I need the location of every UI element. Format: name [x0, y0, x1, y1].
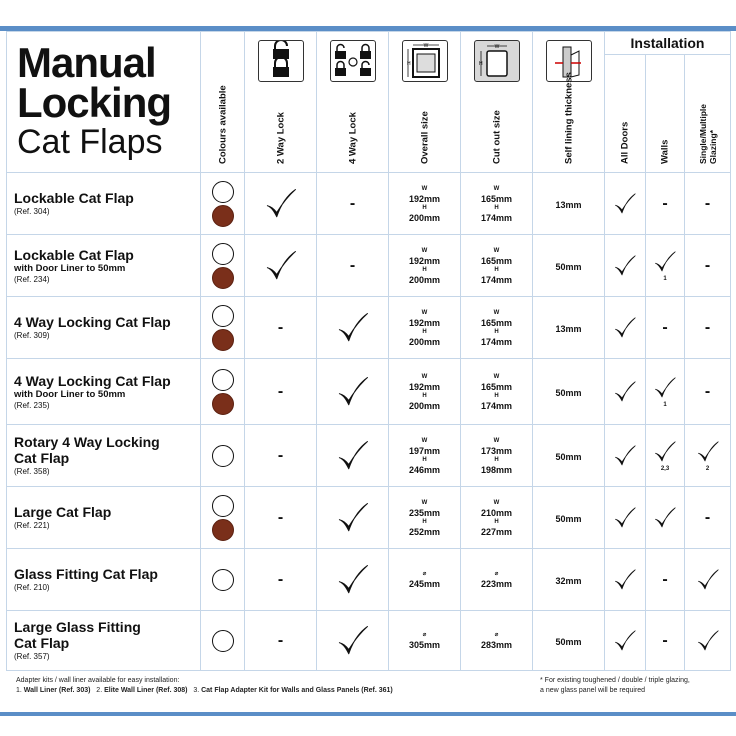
width-value: 197mm — [408, 445, 441, 456]
dash-mark: - — [662, 570, 668, 588]
check-mark-icon — [685, 439, 730, 465]
dash-mark: - — [704, 318, 711, 336]
colour-swatches — [201, 235, 245, 297]
width-value: 192mm — [408, 381, 441, 392]
width-value: 235mm — [408, 507, 441, 518]
table-row — [7, 359, 731, 425]
table-row — [7, 487, 731, 549]
check-mark-icon — [245, 248, 316, 284]
product-name: Large Cat Flap — [14, 504, 112, 520]
check-mark-icon — [605, 443, 645, 469]
cut-out-size-icon — [474, 40, 520, 82]
dash-mark: - — [662, 318, 668, 336]
diameter-label: ⌀ — [422, 571, 427, 577]
self-lining-cell — [533, 359, 605, 425]
overall-size-cell — [389, 549, 461, 611]
width-value: 173mm — [480, 445, 513, 456]
overall-size-cell — [389, 235, 461, 297]
two-way-lock-cell — [245, 359, 317, 425]
all-doors-cell — [605, 549, 646, 611]
product-ref: (Ref. 221) — [14, 521, 50, 530]
height-label: H — [494, 392, 499, 399]
colour-swatch-white — [212, 445, 234, 467]
check-mark-icon — [605, 628, 645, 654]
height-label: H — [494, 204, 499, 211]
height-value: 174mm — [480, 400, 513, 411]
dash-mark: - — [662, 631, 668, 649]
height-label: H — [422, 456, 427, 463]
colour-swatch-brown — [212, 393, 234, 415]
product-name: Lockable Cat Flap — [14, 246, 134, 263]
table-row — [7, 549, 731, 611]
installation-note: 2 — [705, 465, 710, 472]
height-label: H — [422, 204, 427, 211]
colour-swatch-white — [212, 181, 234, 203]
cut-out-size-cell — [461, 611, 533, 671]
check-mark-icon — [317, 438, 388, 474]
all-doors-cell — [605, 235, 646, 297]
diameter-value: 283mm — [480, 640, 513, 650]
colour-swatch-brown — [212, 205, 234, 227]
colour-swatch-white — [212, 305, 234, 327]
check-mark-icon — [317, 623, 388, 659]
colour-swatch-brown — [212, 267, 234, 289]
colour-swatch-white — [212, 569, 234, 591]
height-value: 200mm — [408, 212, 441, 223]
self-lining-cell — [533, 297, 605, 359]
header-overall-size: W H Overall size — [389, 32, 461, 173]
four-way-lock-cell — [317, 173, 389, 235]
product-ref: (Ref. 309) — [14, 331, 50, 340]
height-value: 252mm — [408, 526, 441, 537]
two-way-lock-cell — [245, 549, 317, 611]
product-rows — [7, 173, 731, 671]
all-doors-cell — [605, 173, 646, 235]
height-label: H — [422, 518, 427, 525]
glazing-cell — [685, 611, 731, 671]
title-line-3: Cat Flaps — [17, 123, 163, 161]
width-value: 165mm — [480, 193, 513, 204]
height-label: H — [422, 266, 427, 273]
height-value: 200mm — [408, 400, 441, 411]
height-label: H — [494, 266, 499, 273]
four-way-lock-icon — [330, 40, 376, 82]
dash-mark: - — [277, 318, 284, 336]
glazing-cell — [685, 487, 731, 549]
four-way-lock-cell — [317, 235, 389, 297]
overall-size-cell — [389, 297, 461, 359]
product-name: Rotary 4 Way Locking — [14, 434, 160, 450]
width-value: 165mm — [480, 255, 513, 266]
height-label: H — [422, 392, 427, 399]
width-label: W — [421, 437, 428, 444]
check-mark-icon — [317, 374, 388, 410]
header-cut-out-size: W H Cut out size — [461, 32, 533, 173]
four-way-lock-cell — [317, 359, 389, 425]
colour-swatches — [201, 611, 245, 671]
check-mark-icon — [317, 310, 388, 346]
dash-mark: - — [662, 194, 668, 212]
colour-swatches — [201, 425, 245, 487]
diameter-value: 223mm — [480, 579, 513, 589]
check-mark-icon — [646, 375, 684, 401]
diameter-value: 245mm — [408, 579, 441, 589]
dash-mark: - — [704, 382, 711, 400]
table-row — [7, 173, 731, 235]
four-way-lock-cell — [317, 487, 389, 549]
width-label: W — [493, 499, 500, 506]
two-way-lock-cell — [245, 297, 317, 359]
overall-size-cell — [389, 359, 461, 425]
comparison-table — [6, 31, 731, 671]
title-line-2: Locking — [17, 79, 172, 126]
colour-swatches — [201, 297, 245, 359]
height-value: 174mm — [480, 212, 513, 223]
colour-swatch-white — [212, 369, 234, 391]
cut-out-size-cell — [461, 173, 533, 235]
overall-size-cell — [389, 611, 461, 671]
dash-mark: - — [277, 382, 284, 400]
width-value: 192mm — [408, 193, 441, 204]
check-mark-icon — [646, 505, 684, 531]
header-installation: Installation — [605, 32, 731, 55]
glazing-cell — [685, 359, 731, 425]
header-walls: Walls — [646, 55, 685, 173]
all-doors-cell — [605, 359, 646, 425]
cut-out-size-cell — [461, 235, 533, 297]
colour-swatches — [201, 487, 245, 549]
four-way-lock-cell — [317, 549, 389, 611]
overall-size-cell — [389, 487, 461, 549]
table-row — [7, 611, 731, 671]
two-way-lock-cell — [245, 235, 317, 297]
self-lining-cell — [533, 549, 605, 611]
width-label: W — [493, 247, 500, 254]
four-way-lock-cell — [317, 425, 389, 487]
colour-swatch-brown — [212, 329, 234, 351]
product-name-cell — [7, 359, 201, 425]
width-value: 165mm — [480, 381, 513, 392]
product-ref: (Ref. 235) — [14, 400, 50, 410]
cut-out-size-cell — [461, 359, 533, 425]
title-line-1: Manual — [17, 39, 156, 86]
product-ref: (Ref. 234) — [14, 274, 50, 284]
dash-mark: - — [277, 508, 284, 526]
product-subtitle: with Door Liner to 50mm — [14, 262, 126, 274]
adapter-kit-note: Adapter kits / wall liner available for easy installation: 1. Wall Liner (Ref. 303) 2. Elite Wall Liner (Ref. 308) 3. Cat Flap Adapter Kit for Walls and Glass Panels (Ref. 361) — [16, 677, 393, 694]
width-value: 192mm — [408, 317, 441, 328]
product-name-cell — [7, 297, 201, 359]
walls-cell — [646, 425, 685, 487]
cut-out-size-cell — [461, 425, 533, 487]
height-value: 246mm — [408, 464, 441, 475]
two-way-lock-cell — [245, 611, 317, 671]
walls-cell — [646, 297, 685, 359]
overall-size-cell — [389, 173, 461, 235]
product-name: Lockable Cat Flap — [14, 190, 134, 206]
overall-size-icon — [402, 40, 448, 82]
self-lining-cell — [533, 235, 605, 297]
walls-cell — [646, 235, 685, 297]
walls-cell — [646, 173, 685, 235]
lining-value: 50mm — [555, 261, 582, 272]
colour-swatch-white — [212, 495, 234, 517]
check-mark-icon — [605, 505, 645, 531]
chart-title — [7, 32, 201, 173]
dash-mark: - — [277, 446, 284, 464]
svg-text:W: W — [494, 44, 499, 50]
check-mark-icon — [605, 379, 645, 405]
width-value: 165mm — [480, 317, 513, 328]
width-label: W — [421, 499, 428, 506]
colour-swatches — [201, 359, 245, 425]
diameter-label: ⌀ — [422, 632, 427, 638]
table-row — [7, 425, 731, 487]
installation-note: 1 — [663, 401, 667, 408]
cut-out-size-cell — [461, 487, 533, 549]
colour-swatches — [201, 173, 245, 235]
colour-swatches — [201, 549, 245, 611]
width-label: W — [493, 185, 500, 192]
glazing-cell — [685, 173, 731, 235]
self-lining-cell — [533, 611, 605, 671]
dash-mark: - — [349, 256, 356, 274]
two-way-lock-cell — [245, 425, 317, 487]
table-row — [7, 297, 731, 359]
product-name-cont: Cat Flap — [14, 635, 70, 651]
check-mark-icon — [317, 562, 388, 598]
walls-cell — [646, 487, 685, 549]
width-value: 210mm — [480, 507, 513, 518]
product-name: 4 Way Locking Cat Flap — [14, 372, 171, 389]
width-label: W — [421, 309, 428, 316]
cut-out-size-cell — [461, 297, 533, 359]
glazing-cell — [685, 425, 731, 487]
dash-mark: - — [704, 194, 711, 212]
glazing-cell — [685, 297, 731, 359]
walls-cell — [646, 359, 685, 425]
svg-text:H: H — [478, 61, 483, 67]
product-ref: (Ref. 304) — [14, 207, 50, 216]
height-label: H — [494, 518, 499, 525]
two-way-lock-cell — [245, 487, 317, 549]
product-ref: (Ref. 357) — [14, 652, 50, 661]
diameter-label: ⌀ — [494, 632, 499, 638]
self-lining-cell — [533, 173, 605, 235]
walls-cell — [646, 611, 685, 671]
diameter-value: 305mm — [408, 640, 441, 650]
all-doors-cell — [605, 425, 646, 487]
check-mark-icon — [245, 186, 316, 222]
header-colours: Colours available — [201, 32, 245, 173]
lining-value: 50mm — [555, 451, 582, 462]
product-name-cell — [7, 549, 201, 611]
header-4-way-lock: 4 Way Lock — [317, 32, 389, 173]
glazing-cell — [685, 235, 731, 297]
height-label: H — [494, 328, 499, 335]
table-row — [7, 235, 731, 297]
product-name: Large Glass Fitting — [14, 619, 141, 635]
width-label: W — [421, 247, 428, 254]
installation-note: 1 — [663, 275, 667, 282]
colour-swatch-brown — [212, 519, 234, 541]
product-name-cell — [7, 235, 201, 297]
height-value: 200mm — [408, 274, 441, 285]
product-name: Glass Fitting Cat Flap — [14, 566, 158, 582]
height-label: H — [422, 328, 427, 335]
overall-size-cell — [389, 425, 461, 487]
lining-value: 13mm — [555, 323, 582, 334]
check-mark-icon — [605, 191, 645, 217]
product-subtitle: with Door Liner to 50mm — [14, 388, 126, 400]
two-way-lock-icon — [258, 40, 304, 82]
height-value: 200mm — [408, 336, 441, 347]
comparison-chart — [6, 31, 730, 706]
dash-mark: - — [349, 194, 356, 212]
two-way-lock-cell — [245, 173, 317, 235]
header-self-lining: Self lining thickness — [533, 32, 605, 173]
width-label: W — [421, 373, 428, 380]
all-doors-cell — [605, 487, 646, 549]
dash-mark: - — [277, 570, 284, 588]
glazing-footnote: * For existing toughened / double / triple glazing, a new glass panel will be required — [540, 677, 690, 694]
product-ref: (Ref. 210) — [14, 583, 50, 592]
header-2-way-lock: 2 Way Lock — [245, 32, 317, 173]
lining-value: 32mm — [555, 575, 582, 586]
header-glazing: Single/Multiple Glazing* — [685, 55, 731, 173]
height-value: 174mm — [480, 274, 513, 285]
product-name-cell — [7, 425, 201, 487]
check-mark-icon — [605, 567, 645, 593]
walls-cell — [646, 549, 685, 611]
diameter-label: ⌀ — [494, 571, 499, 577]
bottom-accent-bar — [0, 712, 736, 716]
product-name-cell — [7, 487, 201, 549]
check-mark-icon — [605, 253, 645, 279]
check-mark-icon — [317, 500, 388, 536]
dash-mark: - — [704, 508, 711, 526]
height-value: 198mm — [480, 464, 513, 475]
dash-mark: - — [277, 631, 284, 649]
all-doors-cell — [605, 611, 646, 671]
product-name-cell — [7, 173, 201, 235]
width-label: W — [493, 309, 500, 316]
product-name: 4 Way Locking Cat Flap — [14, 314, 171, 330]
lining-value: 50mm — [555, 513, 582, 524]
width-value: 192mm — [408, 255, 441, 266]
four-way-lock-cell — [317, 611, 389, 671]
height-value: 227mm — [480, 526, 513, 537]
check-mark-icon — [605, 315, 645, 341]
all-doors-cell — [605, 297, 646, 359]
four-way-lock-cell — [317, 297, 389, 359]
lining-value: 50mm — [555, 387, 582, 398]
width-label: W — [493, 437, 500, 444]
svg-text:W: W — [423, 43, 428, 49]
check-mark-icon — [646, 439, 684, 465]
height-label: H — [494, 456, 499, 463]
dash-mark: - — [704, 256, 711, 274]
check-mark-icon — [685, 567, 730, 593]
lining-value: 13mm — [555, 199, 582, 210]
product-name-cont: Cat Flap — [14, 450, 70, 466]
lining-value: 50mm — [555, 636, 582, 647]
width-label: W — [421, 185, 428, 192]
installation-note: 2,3 — [660, 465, 670, 472]
width-label: W — [493, 373, 500, 380]
self-lining-cell — [533, 487, 605, 549]
product-name-cell — [7, 611, 201, 671]
product-ref: (Ref. 358) — [14, 467, 50, 476]
colour-swatch-white — [212, 243, 234, 265]
self-lining-cell — [533, 425, 605, 487]
height-value: 174mm — [480, 336, 513, 347]
svg-text:H: H — [406, 61, 411, 67]
header-all-doors: All Doors — [605, 55, 646, 173]
check-mark-icon — [685, 628, 730, 654]
glazing-cell — [685, 549, 731, 611]
check-mark-icon — [646, 249, 684, 275]
cut-out-size-cell — [461, 549, 533, 611]
colour-swatch-white — [212, 630, 234, 652]
